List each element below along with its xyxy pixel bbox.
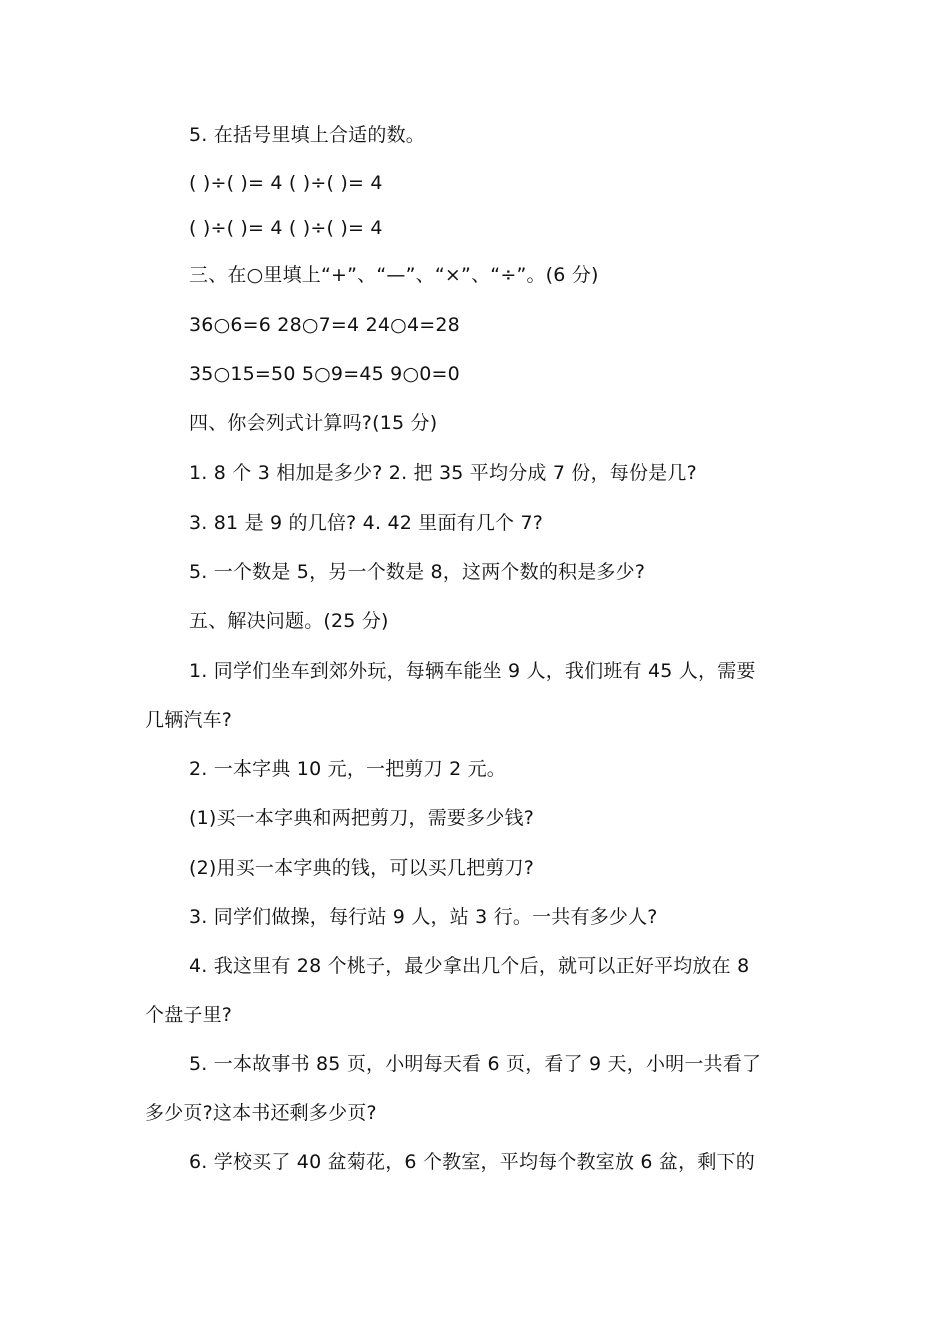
problem-5-line-1: 5. 一本故事书 85 页，小明每天看 6 页，看了 9 天，小明一共看了 bbox=[189, 1053, 762, 1075]
problem-3: 3. 同学们做操，每行站 9 人，站 3 行。一共有多少人? bbox=[189, 906, 658, 928]
section-4-question-5: 5. 一个数是 5，另一个数是 8，这两个数的积是多少? bbox=[189, 561, 646, 583]
operator-row-2: 35○15=50 5○9=45 9○0=0 bbox=[189, 363, 460, 385]
question-5-fill-blanks: 5. 在括号里填上合适的数。 bbox=[189, 124, 425, 146]
division-blanks-row-2: ( )÷( )= 4 ( )÷( )= 4 bbox=[189, 217, 383, 239]
problem-5-line-2: 多少页?这本书还剩多少页? bbox=[145, 1102, 377, 1124]
division-blanks-row-1: ( )÷( )= 4 ( )÷( )= 4 bbox=[189, 172, 383, 194]
problem-2-part-1: (1)买一本字典和两把剪刀，需要多少钱? bbox=[189, 807, 534, 829]
problem-2-part-2: (2)用买一本字典的钱，可以买几把剪刀? bbox=[189, 857, 534, 879]
problem-2-intro: 2. 一本字典 10 元，一把剪刀 2 元。 bbox=[189, 758, 506, 780]
section-4-questions-1-2: 1. 8 个 3 相加是多少? 2. 把 35 平均分成 7 份，每份是几? bbox=[189, 462, 697, 484]
problem-6-line-1: 6. 学校买了 40 盆菊花，6 个教室，平均每个教室放 6 盆，剩下的 bbox=[189, 1151, 755, 1173]
section-5-heading: 五、解决问题。(25 分) bbox=[189, 610, 389, 632]
section-4-heading: 四、你会列式计算吗?(15 分) bbox=[189, 412, 438, 434]
problem-1-line-1: 1. 同学们坐车到郊外玩，每辆车能坐 9 人，我们班有 45 人，需要 bbox=[189, 660, 756, 682]
operator-row-1: 36○6=6 28○7=4 24○4=28 bbox=[189, 314, 460, 336]
problem-1-line-2: 几辆汽车? bbox=[145, 709, 233, 731]
section-3-heading: 三、在○里填上“+”、“—”、“×”、“÷”。(6 分) bbox=[189, 264, 599, 286]
problem-4-line-1: 4. 我这里有 28 个桃子，最少拿出几个后，就可以正好平均放在 8 bbox=[189, 955, 750, 977]
problem-4-line-2: 个盘子里? bbox=[145, 1004, 233, 1026]
section-4-questions-3-4: 3. 81 是 9 的几倍? 4. 42 里面有几个 7? bbox=[189, 512, 544, 534]
